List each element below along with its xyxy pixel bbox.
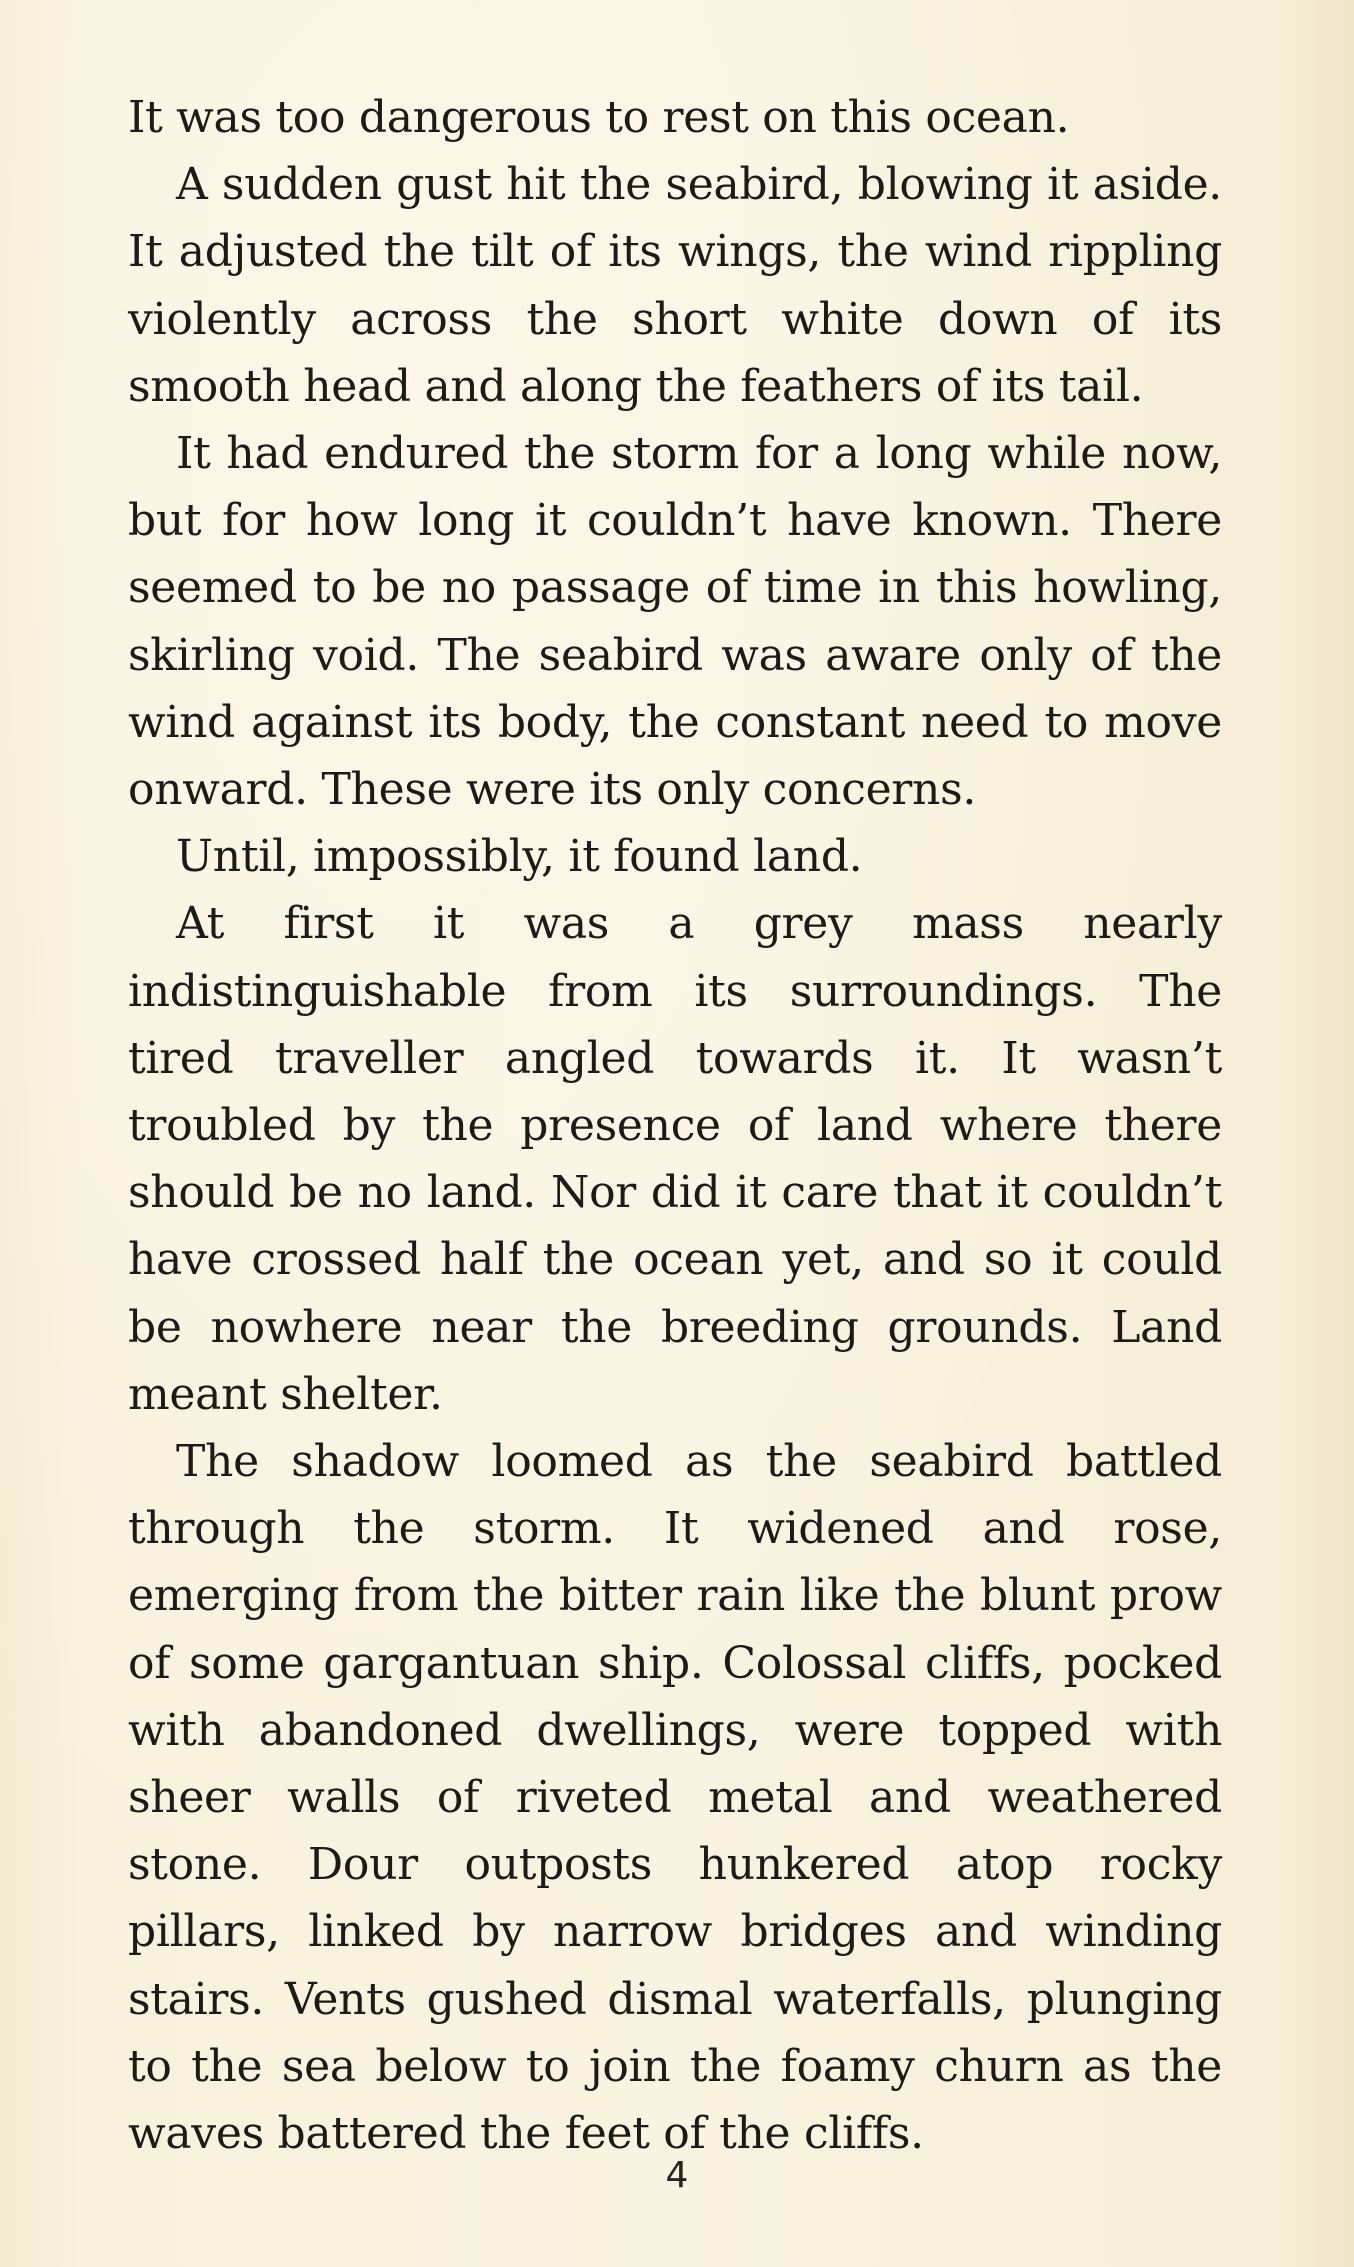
paragraph-5: At first it was a grey mass nearly indistinguishable from its surroundings. The tired traveller angled towards it. It wasn’t troubled by the presence of land where there should be no land. Nor did it care that it couldn’t have crossed half the ocean yet, and so it could be nowhere near the breeding grounds. Land meant shelter. xyxy=(128,898,1222,1420)
page-number: 4 xyxy=(665,2155,689,2196)
body-text xyxy=(128,84,1222,2167)
paragraph-1: It was too dangerous to rest on this ocean. xyxy=(128,92,1070,143)
paragraph-3: It had endured the storm for a long while now, but for how long it couldn’t have known. There seemed to be no passage of time in this howling, skirling void. The seabird was aware only of the wind against its body, the constant need to move onward. These were its only concerns. xyxy=(128,428,1222,816)
paragraph-6: The shadow loomed as the seabird battled through the storm. It widened and rose, emerging from the bitter rain like the blunt prow of some gargantuan ship. Colossal cliffs, pocked with abandoned dwellings, were topped with sheer walls of riveted metal and weathered stone. Dour outposts hunkered atop rocky pillars, linked by narrow bridges and winding stairs. Vents gushed dismal waterfalls, plunging to the sea below to join the foamy churn as the waves battered the feet of the cliffs. xyxy=(128,1436,1222,2160)
paragraph-2: A sudden gust hit the seabird, blowing it aside. It adjusted the tilt of its wings, the wind rippling violently across the short white down of its smooth head and along the feathers of its tail. xyxy=(128,159,1222,412)
paragraph-4: Until, impossibly, it found land. xyxy=(176,831,863,883)
